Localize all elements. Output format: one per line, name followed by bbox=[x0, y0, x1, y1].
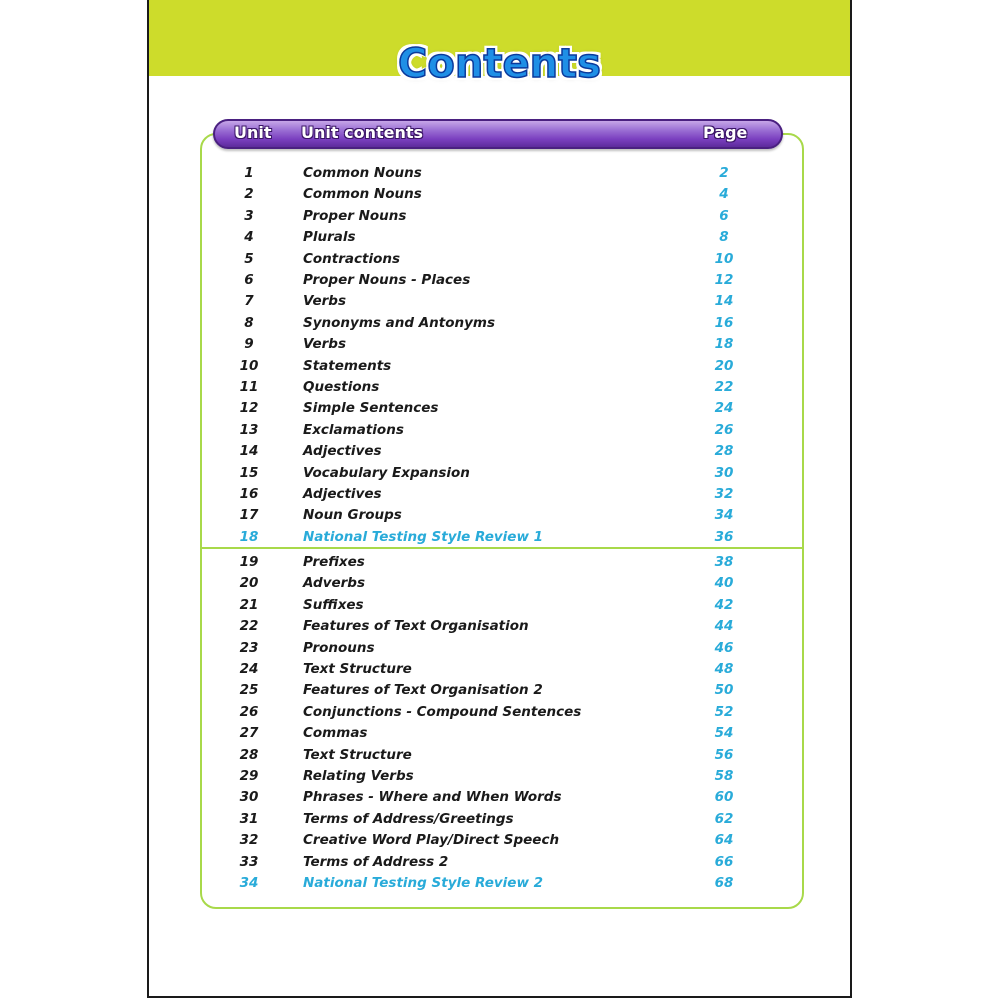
unit-title: Noun Groups bbox=[303, 507, 402, 524]
unit-title: Adjectives bbox=[303, 486, 382, 502]
contents-row bbox=[149, 505, 850, 525]
contents-row bbox=[149, 552, 850, 572]
contents-row bbox=[149, 809, 850, 829]
contents-row bbox=[149, 830, 850, 850]
unit-title: Pronouns bbox=[303, 639, 375, 656]
review-row bbox=[149, 527, 850, 547]
unit-title: Questions bbox=[303, 379, 380, 395]
unit-title: Proper Nouns bbox=[303, 207, 407, 224]
contents-row bbox=[149, 638, 850, 658]
unit-title: Synonyms and Antonyms bbox=[303, 314, 496, 331]
unit-number: 7 bbox=[244, 293, 254, 310]
page-number: 60 bbox=[714, 789, 734, 806]
contents-page bbox=[147, 0, 852, 998]
page-number: 42 bbox=[714, 596, 734, 613]
header-page: Page bbox=[703, 123, 748, 142]
contents-row bbox=[149, 852, 850, 872]
page-number: 64 bbox=[714, 832, 734, 849]
unit-title: Adverbs bbox=[303, 575, 366, 592]
contents-row bbox=[149, 420, 850, 440]
unit-number: 32 bbox=[239, 832, 259, 849]
unit-title: Exclamations bbox=[303, 421, 404, 438]
unit-number: 31 bbox=[239, 810, 259, 827]
unit-number: 4 bbox=[244, 229, 254, 246]
unit-number: 8 bbox=[244, 314, 254, 331]
unit-number: 23 bbox=[239, 639, 259, 656]
unit-number: 34 bbox=[239, 875, 259, 891]
page-number: 62 bbox=[714, 810, 734, 827]
page-number: 46 bbox=[714, 639, 734, 656]
unit-title: National Testing Style Review 2 bbox=[303, 875, 544, 891]
unit-number: 5 bbox=[244, 250, 254, 267]
contents-row bbox=[149, 163, 850, 183]
page-number: 54 bbox=[714, 725, 734, 742]
contents-row bbox=[149, 313, 850, 333]
unit-number: 24 bbox=[239, 661, 259, 677]
contents-row bbox=[149, 227, 850, 247]
contents-row bbox=[149, 484, 850, 504]
contents-row bbox=[149, 334, 850, 354]
unit-title: Contractions bbox=[303, 250, 401, 267]
unit-title: Verbs bbox=[303, 336, 346, 353]
page-number: 10 bbox=[714, 250, 734, 267]
unit-number: 20 bbox=[239, 575, 259, 592]
page-number: 4 bbox=[719, 186, 729, 203]
unit-title: Verbs bbox=[303, 293, 346, 310]
contents-row bbox=[149, 206, 850, 226]
unit-title: Terms of Address/Greetings bbox=[303, 810, 514, 827]
unit-number: 10 bbox=[239, 357, 259, 374]
page-number: 16 bbox=[714, 314, 734, 331]
unit-title: Text Structure bbox=[303, 661, 412, 677]
unit-title: Relating Verbs bbox=[303, 768, 414, 784]
unit-number: 28 bbox=[239, 746, 259, 763]
unit-number: 33 bbox=[239, 853, 259, 870]
contents-row bbox=[149, 616, 850, 636]
page-number: 40 bbox=[714, 575, 734, 592]
contents-row bbox=[149, 595, 850, 615]
unit-number: 19 bbox=[239, 554, 259, 570]
unit-title: Suffixes bbox=[303, 596, 364, 613]
unit-number: 22 bbox=[239, 618, 259, 635]
page-number: 12 bbox=[714, 272, 734, 288]
page-number: 56 bbox=[714, 746, 734, 763]
unit-title: Proper Nouns - Places bbox=[303, 272, 471, 288]
unit-number: 3 bbox=[244, 207, 254, 224]
unit-title: National Testing Style Review 1 bbox=[303, 528, 544, 545]
unit-number: 6 bbox=[244, 272, 254, 288]
unit-title: Phrases - Where and When Words bbox=[303, 789, 562, 806]
unit-number: 9 bbox=[244, 336, 254, 353]
unit-title: Adjectives bbox=[303, 443, 382, 460]
unit-number: 26 bbox=[239, 703, 259, 720]
page-number: 50 bbox=[714, 682, 734, 699]
unit-number: 30 bbox=[239, 789, 259, 806]
page-number: 66 bbox=[714, 853, 734, 870]
contents-row bbox=[149, 291, 850, 311]
page-number: 20 bbox=[714, 357, 734, 374]
page-number: 36 bbox=[714, 528, 734, 545]
unit-title: Creative Word Play/Direct Speech bbox=[303, 832, 560, 849]
contents-row bbox=[149, 573, 850, 593]
page-number: 14 bbox=[714, 293, 734, 310]
contents-row bbox=[149, 184, 850, 204]
unit-number: 1 bbox=[244, 165, 254, 181]
contents-row bbox=[149, 702, 850, 722]
contents-row bbox=[149, 377, 850, 397]
unit-number: 17 bbox=[239, 507, 259, 524]
unit-number: 2 bbox=[244, 186, 254, 203]
contents-row bbox=[149, 356, 850, 376]
unit-number: 29 bbox=[239, 768, 259, 784]
unit-number: 11 bbox=[239, 379, 259, 395]
unit-title: Terms of Address 2 bbox=[303, 853, 449, 870]
page-number: 52 bbox=[714, 703, 734, 720]
unit-title: Conjunctions - Compound Sentences bbox=[303, 703, 582, 720]
unit-title: Simple Sentences bbox=[303, 400, 439, 417]
unit-number: 27 bbox=[239, 725, 259, 742]
unit-number: 21 bbox=[239, 596, 259, 613]
unit-number: 14 bbox=[239, 443, 259, 460]
unit-title: Common Nouns bbox=[303, 186, 422, 203]
page-number: 18 bbox=[714, 336, 734, 353]
contents-row bbox=[149, 680, 850, 700]
contents-row bbox=[149, 270, 850, 290]
unit-title: Text Structure bbox=[303, 746, 412, 763]
page-number: 58 bbox=[714, 768, 734, 784]
page-number: 6 bbox=[719, 207, 729, 224]
review-row bbox=[149, 873, 850, 893]
page-title: Contents bbox=[398, 41, 601, 87]
page-number: 26 bbox=[714, 421, 734, 438]
contents-row bbox=[149, 398, 850, 418]
page-number: 8 bbox=[719, 229, 729, 246]
unit-number: 18 bbox=[239, 528, 259, 545]
unit-number: 15 bbox=[239, 464, 259, 481]
contents-row bbox=[149, 249, 850, 269]
contents-row bbox=[149, 463, 850, 483]
header-unit: Unit bbox=[234, 123, 272, 142]
unit-title: Common Nouns bbox=[303, 165, 422, 181]
page-number: 34 bbox=[714, 507, 734, 524]
page-number: 2 bbox=[719, 165, 729, 181]
section-divider bbox=[200, 547, 804, 549]
page-number: 24 bbox=[714, 400, 734, 417]
contents-row bbox=[149, 659, 850, 679]
page-number: 48 bbox=[714, 661, 734, 677]
unit-number: 13 bbox=[239, 421, 259, 438]
contents-row bbox=[149, 745, 850, 765]
unit-title: Plurals bbox=[303, 229, 356, 246]
page-number: 22 bbox=[714, 379, 734, 395]
page-number: 44 bbox=[714, 618, 734, 635]
unit-title: Statements bbox=[303, 357, 392, 374]
contents-row bbox=[149, 787, 850, 807]
page-number: 28 bbox=[714, 443, 734, 460]
contents-row bbox=[149, 766, 850, 786]
unit-title: Prefixes bbox=[303, 554, 365, 570]
unit-title: Commas bbox=[303, 725, 368, 742]
unit-title: Features of Text Organisation 2 bbox=[303, 682, 543, 699]
page-number: 30 bbox=[714, 464, 734, 481]
page-number: 68 bbox=[714, 875, 734, 891]
header-unit-contents: Unit contents bbox=[301, 123, 424, 142]
unit-number: 16 bbox=[239, 486, 259, 502]
unit-title: Features of Text Organisation bbox=[303, 618, 529, 635]
page-number: 32 bbox=[714, 486, 734, 502]
contents-row bbox=[149, 723, 850, 743]
page-number: 38 bbox=[714, 554, 734, 570]
unit-number: 25 bbox=[239, 682, 259, 699]
contents-row bbox=[149, 441, 850, 461]
unit-number: 12 bbox=[239, 400, 259, 417]
unit-title: Vocabulary Expansion bbox=[303, 464, 470, 481]
table-header bbox=[213, 119, 783, 149]
